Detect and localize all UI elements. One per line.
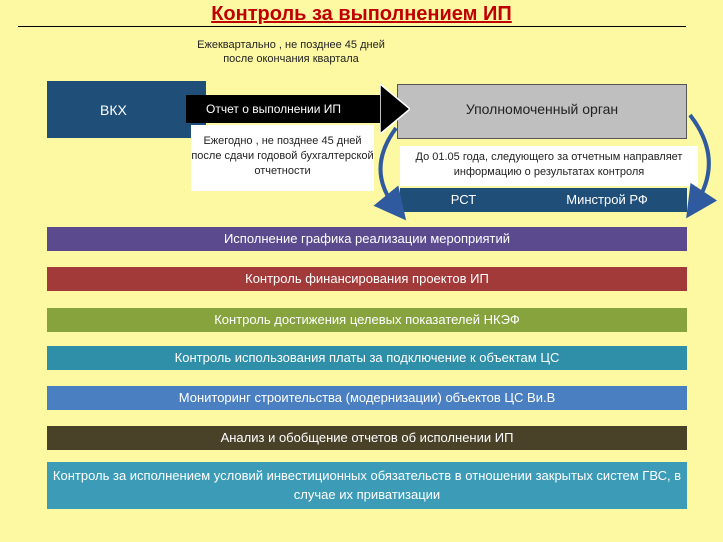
left-curve-arrow xyxy=(381,128,397,208)
bar-label: Контроль за исполнением условий инвестиционных обязательств в отношении закрытых систем ГВС, в случае их приватизации xyxy=(52,468,682,502)
bar-label: Мониторинг строительства (модернизации) объектов ЦС Ви.В xyxy=(178,390,556,405)
bar-label: Контроль достижения целевых показателей НКЭФ xyxy=(214,312,520,327)
minstroy-label: Минстрой РФ xyxy=(566,192,648,207)
rst-box xyxy=(400,188,527,212)
page-title: Контроль за выполнением ИП xyxy=(211,3,512,25)
arrow-head-icon xyxy=(380,84,410,134)
report-arrow-body xyxy=(186,95,382,123)
bar-financing xyxy=(47,267,687,291)
bar-obligations xyxy=(47,462,687,509)
bar-label: Контроль использования платы за подключение к объектам ЦС xyxy=(174,350,560,365)
bar-analysis xyxy=(47,426,687,450)
authority-box xyxy=(397,84,687,139)
bar-label: Анализ и обобщение отчетов об исполнении ИП xyxy=(220,430,514,445)
title-underline xyxy=(18,26,686,27)
report-label: Отчет о выполнении ИП xyxy=(206,102,342,116)
bar-connection-fee xyxy=(47,346,687,370)
vkh-box xyxy=(47,81,206,138)
bar-label: Контроль финансирования проектов ИП xyxy=(245,271,489,286)
bar-label: Исполнение графика реализации мероприятий xyxy=(223,231,511,246)
rst-label: РСТ xyxy=(450,192,477,207)
authority-label: Уполномоченный орган xyxy=(465,101,619,117)
minstroy-box xyxy=(527,188,687,212)
bar-targets xyxy=(47,308,687,332)
bar-schedule xyxy=(47,227,687,251)
bar-monitoring xyxy=(47,386,687,410)
vkh-label: ВКХ xyxy=(100,102,127,118)
annual-note: Ежегодно , не позднее 45 дней после сдачи годовой бухгалтерской отчетности xyxy=(191,125,374,191)
quarterly-note: Ежеквартально , не позднее 45 дней после окончания квартала xyxy=(197,39,385,65)
result-note: До 01.05 года, следующего за отчетным направляет информацию о результатах контроля xyxy=(400,146,698,186)
